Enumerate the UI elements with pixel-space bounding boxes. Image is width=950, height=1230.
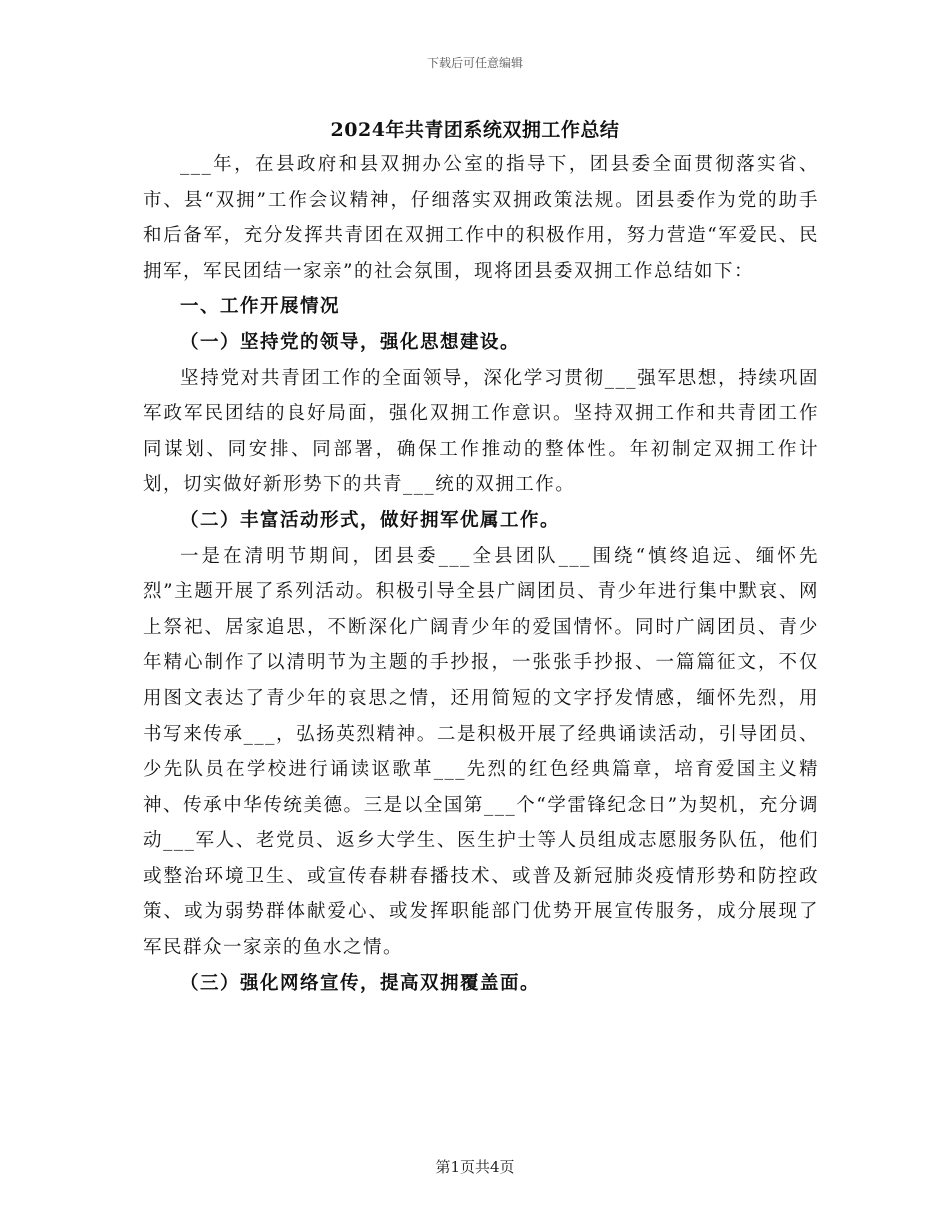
- header-note: 下载后可任意编辑: [426, 56, 523, 70]
- page-number: 第1页共4页: [435, 1158, 515, 1176]
- intro-paragraph: ___年，在县政府和县双拥办公室的指导下，团县委全面贯彻落实省、市、县“双拥”工作会议精神，仔细落实双拥政策法规。团县委作为党的助手和后备军，充分发挥共青团在双拥工作中的积极作用，努力营造“军爱民、民拥军，军民团结一家亲”的社会氛围，现将团县委双拥工作总结如下：: [143, 154, 819, 282]
- body-paragraph-2: 一是在清明节期间，团县委___全县团队___围绕“慎终追远、缅怀先烈”主题开展了系列活动。积极引导全县广阔团员、青少年进行集中默哀、网上祭祀、居家追思，不断深化广阔青少年的爱国情怀。同时广阔团员、青少年精心制作了以清明节为主题的手抄报，一张张手抄报、一篇篇征文，不仅用图文表达了青少年的哀思之情，还用简短的文字抒发情感，缅怀先烈，用书写来传承___，弘扬英烈精神。二是积极开展了经典诵读活动，引导团员、少先队员在学校进行诵读讴歌革___先烈的红色经典篇章，培育爱国主义精神、传承中华传统美德。三是以全国第___个“学雷锋纪念日”为契机，充分调动___军人、老党员、返乡大学生、医生护士等人员组成志愿服务队伍，他们或整治环境卫生、或宣传春耕春播技术、或普及新冠肺炎疫情形势和防控政策、或为弱势群体献爱心、或发挥职能部门优势开展宣传服务，成分展现了军民群众一家亲的鱼水之情。: [143, 545, 819, 959]
- document-body: [143, 147, 819, 1001]
- subsection-heading-2: （二）丰富活动形式，做好拥军优属工作。: [180, 509, 561, 531]
- section-heading-1: 一、工作开展情况: [180, 296, 341, 318]
- body-paragraph-1: 坚持党对共青团工作的全面领导，深化学习贯彻___强军思想，持续巩固军政军民团结的良好局面，强化双拥工作意识。坚持双拥工作和共青团工作同谋划、同安排、同部署，确保工作推动的整体性。年初制定双拥工作计划，切实做好新形势下的共青___统的双拥工作。: [143, 367, 819, 496]
- subsection-heading-1: （一）坚持党的领导，强化思想建设。: [180, 331, 521, 353]
- document-title: 2024年共青团系统双拥工作总结: [330, 119, 620, 141]
- subsection-heading-3: （三）强化网络宣传，提高双拥覆盖面。: [180, 972, 541, 994]
